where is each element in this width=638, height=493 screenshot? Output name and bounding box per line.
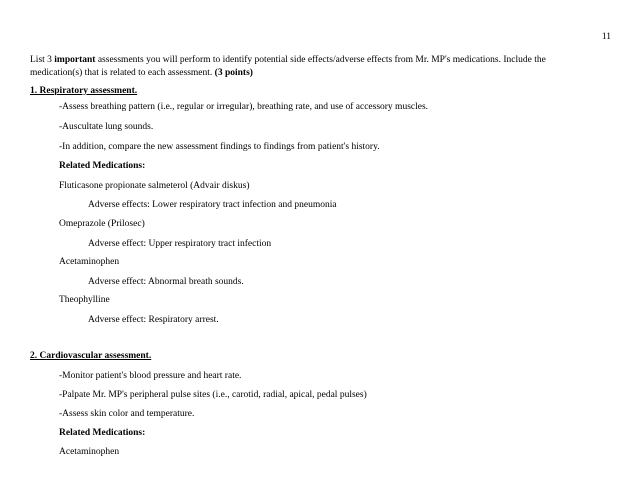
section-1-item-1: -Assess breathing pattern (i.e., regular or irregular), breathing rate, and use of accessory muscles. <box>59 102 429 112</box>
section-2-item-2: -Palpate Mr. MP's peripheral pulse sites (i.e., carotid, radial, apical, pedal pulses) <box>59 390 367 400</box>
intro-text-c: assessments you will perform to identify potential side effects/adverse effects from Mr. MP's medications. Include the <box>95 55 546 65</box>
intro-points: (3 points) <box>214 68 253 78</box>
section-2-heading: 2. Cardiovascular assessment. <box>30 351 152 361</box>
section-1-med-4-effect: Adverse effect: Respiratory arrest. <box>88 315 219 325</box>
section-1-med-3-name: Acetaminophen <box>59 257 120 267</box>
section-1-med-3-effect: Adverse effect: Abnormal breath sounds. <box>88 277 244 287</box>
section-1-med-2-effect: Adverse effect: Upper respiratory tract infection <box>88 239 272 249</box>
section-2-item-1: -Monitor patient's blood pressure and heart rate. <box>59 371 242 381</box>
intro-text-d: medication(s) that is related to each assessment. <box>30 68 215 78</box>
section-1-related-label: Related Medications: <box>59 161 146 171</box>
intro-line-2 <box>30 68 253 79</box>
section-1-med-2-name: Omeprazole (Prilosec) <box>59 219 145 229</box>
intro-line-1 <box>30 55 546 66</box>
section-2-related-label: Related Medications: <box>59 428 146 438</box>
section-1-item-2: -Auscultate lung sounds. <box>59 122 154 132</box>
page-number: 11 <box>601 32 611 42</box>
section-1-item-3: -In addition, compare the new assessment findings to findings from patient's history. <box>59 142 380 152</box>
section-2-med-1-name: Acetaminophen <box>59 447 120 457</box>
section-1-med-1-name: Fluticasone propionate salmeterol (Advair diskus) <box>59 181 250 191</box>
section-1-med-1-effect: Adverse effects: Lower respiratory tract infection and pneumonia <box>88 200 337 210</box>
section-1-med-4-name: Theophylline <box>59 295 110 305</box>
section-1-heading: 1. Respiratory assessment. <box>30 86 138 96</box>
intro-text-a: List 3 <box>30 55 55 65</box>
section-2-item-3: -Assess skin color and temperature. <box>59 409 195 419</box>
intro-important: important <box>54 55 96 65</box>
